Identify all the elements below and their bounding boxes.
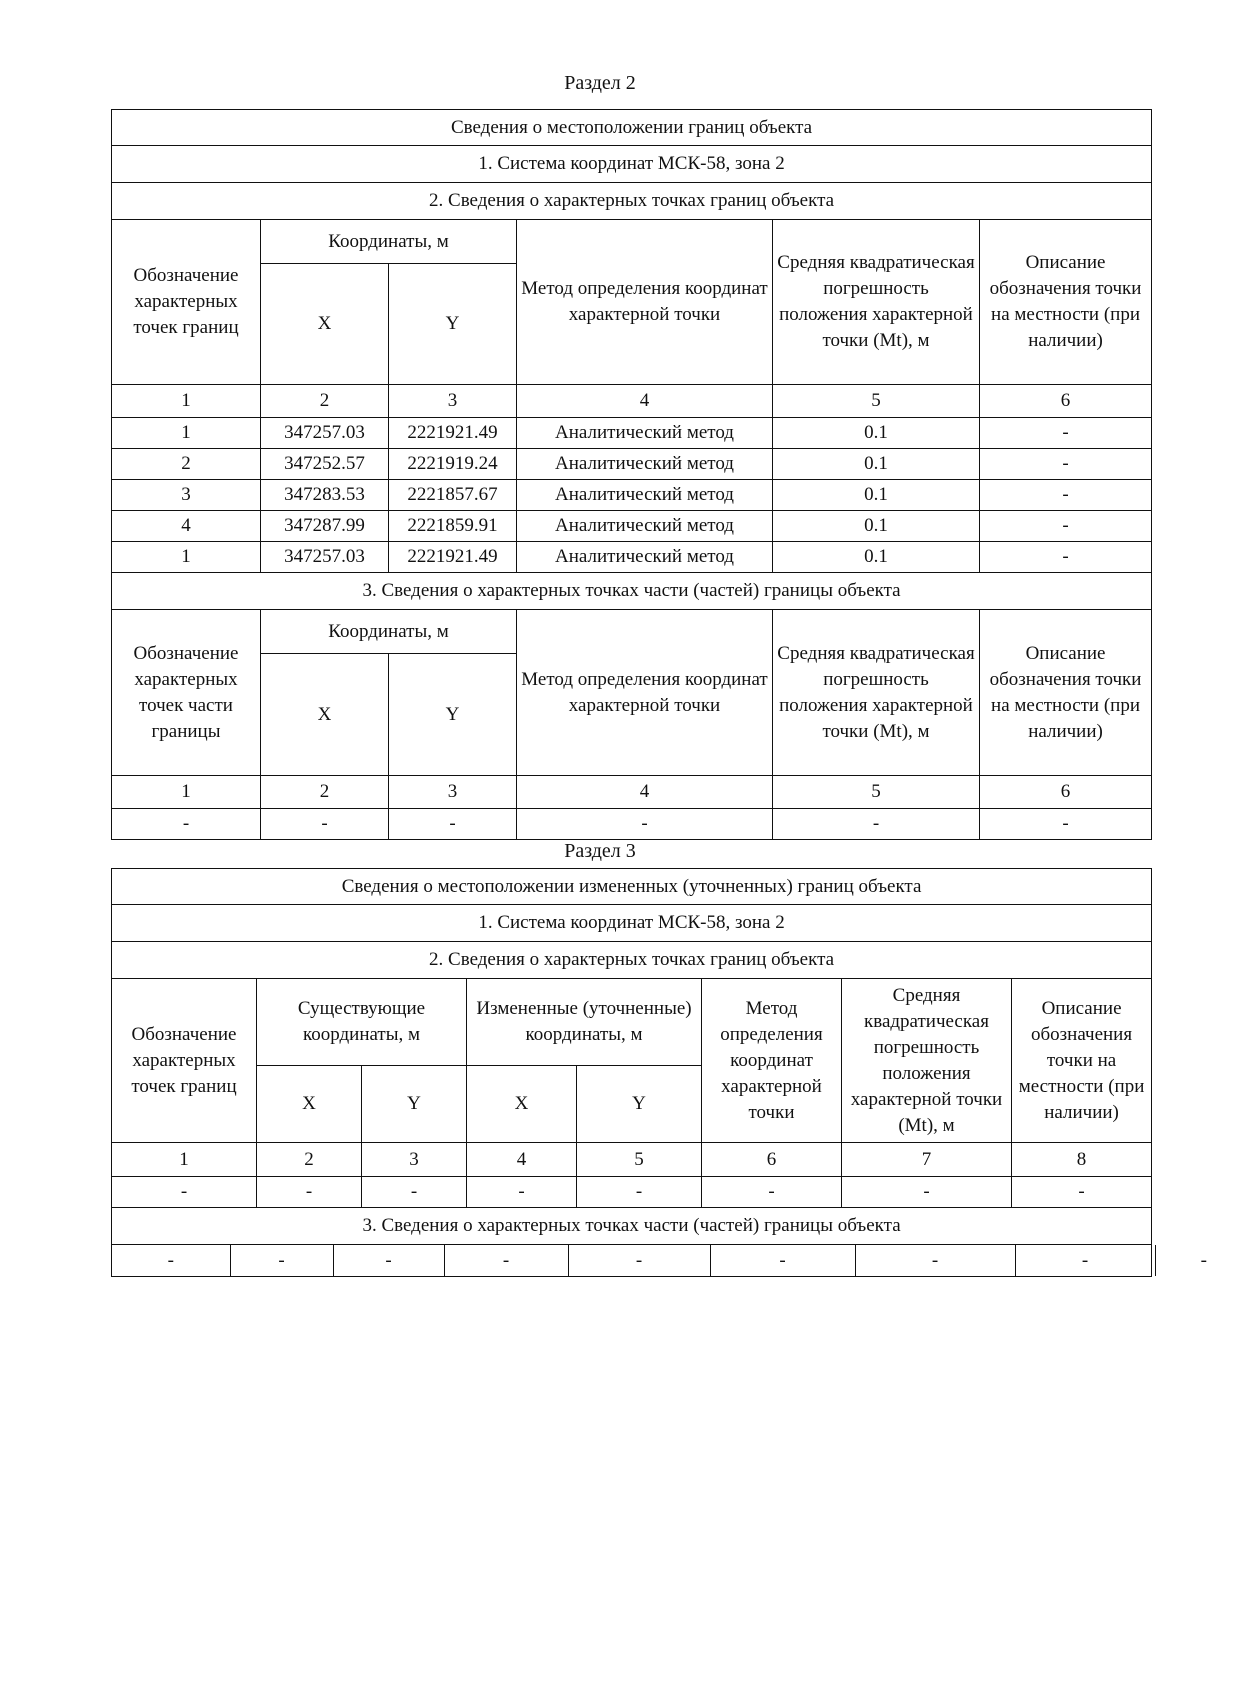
col-existing-coords: Существующие координаты, м [257,979,467,1066]
col-error: Средняя квадратическая погрешность положения характерной точки (Mt), м [773,220,980,385]
point-x: 347257.03 [261,542,389,573]
table-row [112,542,1152,573]
col-number: 3 [362,1143,467,1177]
point-y: 2221921.49 [389,418,517,449]
coord-system: 1. Система координат МСК-58, зона 2 [112,146,1152,183]
point-description: - [980,511,1152,542]
col-number: 1 [112,776,261,809]
col-number: 6 [980,776,1152,809]
cell: - [702,1177,842,1208]
point-mt: 0.1 [773,542,980,573]
point-method: Аналитический метод [517,511,773,542]
col-y: Y [389,264,517,385]
cell: - [333,1245,444,1276]
col-description: Описание обозначения точки на местности (при наличии) [980,610,1152,776]
col-number: 5 [773,385,980,418]
col-number: 2 [261,776,389,809]
part-row-container [112,1245,1207,1277]
cell: - [1012,1177,1152,1208]
cell: - [568,1245,710,1276]
point-x: 347287.99 [261,511,389,542]
point-y: 2221919.24 [389,449,517,480]
col-error: Средняя квадратическая погрешность положения характерной точки (Mt), м [773,610,980,776]
cell: - [389,809,517,840]
col-x: X [467,1066,577,1143]
col-number: 3 [389,776,517,809]
point-description: - [980,418,1152,449]
cell: - [257,1177,362,1208]
point-x: 347252.57 [261,449,389,480]
point-x: 347257.03 [261,418,389,449]
part-row-table [112,1245,1252,1276]
cell: - [577,1177,702,1208]
section-3-title: Раздел 3 [564,840,636,862]
cell: - [112,1177,257,1208]
col-number: 7 [842,1143,1012,1177]
cell: - [842,1177,1012,1208]
col-number: 5 [773,776,980,809]
cell: - [261,809,389,840]
point-y: 2221921.49 [389,542,517,573]
point-description: - [980,542,1152,573]
section-2-title: Раздел 2 [564,72,636,94]
subsection-part-points: 3. Сведения о характерных точках части (частей) границы объекта [112,1208,1152,1245]
point-number: 2 [112,449,261,480]
col-number: 5 [577,1143,702,1177]
point-mt: 0.1 [773,480,980,511]
col-number: 3 [389,385,517,418]
col-number: 1 [112,385,261,418]
col-changed-coords: Измененные (уточненные) координаты, м [467,979,702,1066]
table-row [112,511,1152,542]
point-method: Аналитический метод [517,542,773,573]
point-mt: 0.1 [773,418,980,449]
subsection-part-points: 3. Сведения о характерных точках части (частей) границы объекта [112,573,1152,610]
col-number: 4 [517,385,773,418]
col-description: Описание обозначения точки на местности (при наличии) [1012,979,1152,1143]
col-coords: Координаты, м [261,610,517,654]
cell: - [517,809,773,840]
col-coords: Координаты, м [261,220,517,264]
point-number: 4 [112,511,261,542]
cell: - [112,809,261,840]
col-designation: Обозначение характерных точек границ [112,220,261,385]
col-number: 2 [261,385,389,418]
subsection-boundary-points: 2. Сведения о характерных точках границ объекта [112,183,1152,220]
col-x: X [257,1066,362,1143]
table-row [112,418,1152,449]
point-mt: 0.1 [773,511,980,542]
col-number: 6 [980,385,1152,418]
table-row [112,1177,1152,1208]
col-number: 4 [517,776,773,809]
point-y: 2221857.67 [389,480,517,511]
point-x: 347283.53 [261,480,389,511]
col-y: Y [362,1066,467,1143]
table-row [112,1245,1152,1277]
point-method: Аналитический метод [517,418,773,449]
section-3-header: Сведения о местоположении измененных (уточненных) границ объекта [112,869,1152,905]
col-number: 1 [112,1143,257,1177]
cell: - [773,809,980,840]
point-mt: 0.1 [773,449,980,480]
point-y: 2221859.91 [389,511,517,542]
point-method: Аналитический метод [517,480,773,511]
cell: - [230,1245,333,1276]
col-method: Метод определения координат характерной точки [517,610,773,776]
col-description: Описание обозначения точки на местности (при наличии) [980,220,1152,385]
cell: - [444,1245,568,1276]
col-x: X [261,654,389,776]
section-2-header: Сведения о местоположении границ объекта [112,110,1152,146]
section-2-table [111,109,1152,840]
point-number: 1 [112,542,261,573]
col-method: Метод определения координат характерной точки [702,979,842,1143]
subsection-boundary-points: 2. Сведения о характерных точках границ объекта [112,942,1152,979]
coord-system: 1. Система координат МСК-58, зона 2 [112,905,1152,942]
point-description: - [980,480,1152,511]
table-row [112,449,1152,480]
cell: - [855,1245,1015,1276]
col-method: Метод определения координат характерной точки [517,220,773,385]
col-number: 6 [702,1143,842,1177]
col-number: 8 [1012,1143,1152,1177]
col-error: Средняя квадратическая погрешность положения характерной точки (Mt), м [842,979,1012,1143]
table-row [112,809,1152,840]
point-number: 3 [112,480,261,511]
cell: - [1155,1245,1252,1276]
cell: - [362,1177,467,1208]
cell: - [710,1245,855,1276]
col-y: Y [577,1066,702,1143]
point-description: - [980,449,1152,480]
cell: - [1015,1245,1155,1276]
section-3-table [111,868,1207,1277]
cell: - [980,809,1152,840]
table-row [112,480,1152,511]
col-number: 2 [257,1143,362,1177]
col-y: Y [389,654,517,776]
col-x: X [261,264,389,385]
col-number: 4 [467,1143,577,1177]
cell: - [467,1177,577,1208]
point-number: 1 [112,418,261,449]
col-designation: Обозначение характерных точек части границы [112,610,261,776]
point-method: Аналитический метод [517,449,773,480]
col-designation: Обозначение характерных точек границ [112,979,257,1143]
cell: - [112,1245,230,1276]
